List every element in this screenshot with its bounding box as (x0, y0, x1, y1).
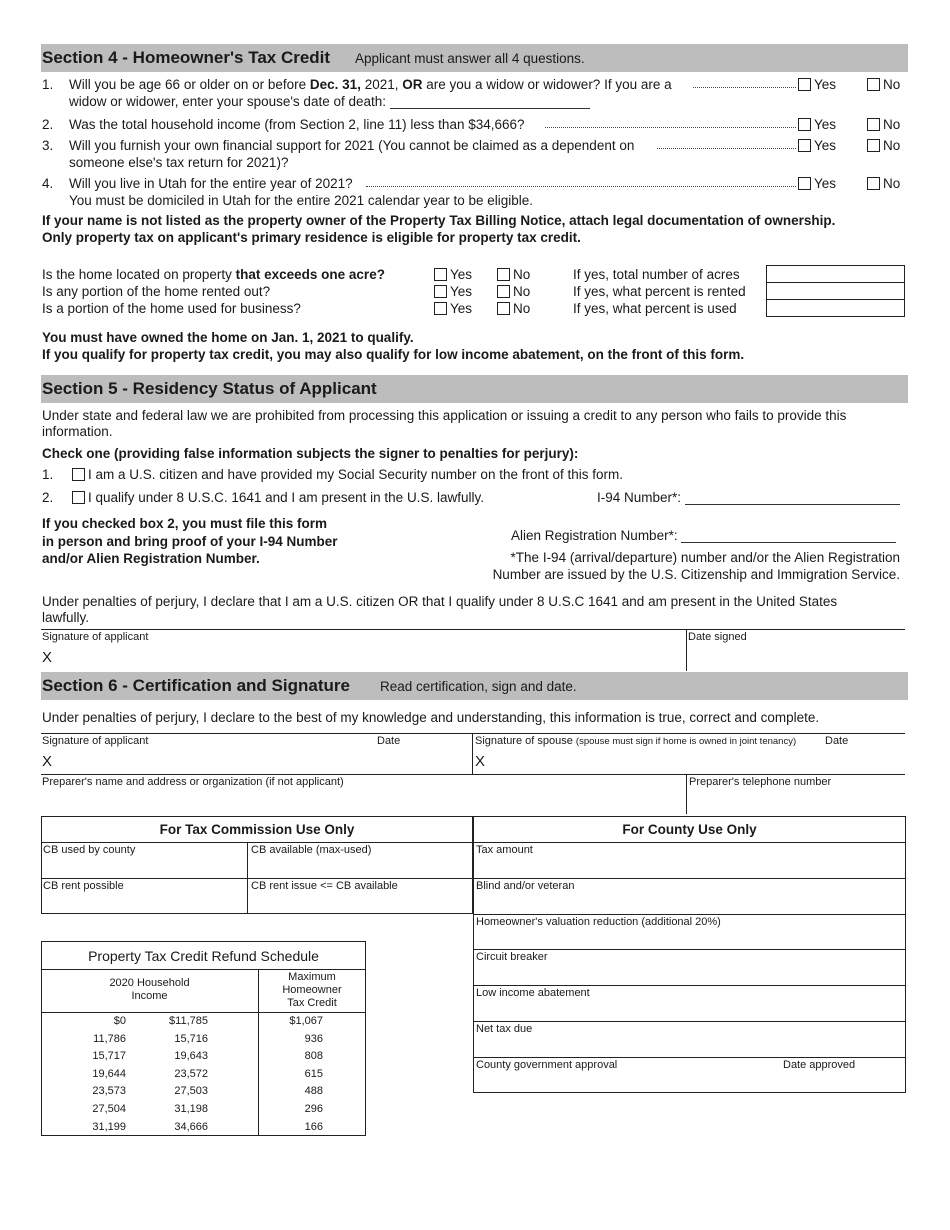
q2-text: Was the total household income (from Section 2, line 11) less than $34,666? (69, 117, 525, 132)
preparer-divider (686, 774, 687, 814)
opt1-number: 1. (42, 467, 54, 482)
county-low-income-abatement: Low income abatement (476, 987, 590, 999)
sig6-applicant-x: X (42, 753, 53, 770)
sig6-spouse-x: X (475, 753, 486, 770)
q1-text: Will you be age 66 or older on or before Dec. 31, 2021, OR are you a widow or widower? If you are a (69, 77, 672, 92)
business-no-checkbox[interactable] (497, 302, 510, 315)
cb-used-label: CB used by county (43, 844, 136, 856)
abatement-notice: If you qualify for property tax credit, you may also qualify for low income abatement, on the front of this form. (42, 347, 745, 362)
q3-line2: someone else's tax return for 2021)? (69, 155, 289, 170)
sched-income-from: 11,786 (93, 1032, 126, 1045)
q1-yes[interactable]: Yes (798, 77, 836, 92)
date-signed-label: Date signed (688, 631, 747, 643)
county-line-6 (473, 1057, 906, 1058)
check-one-label: Check one (providing false information subjects the signer to penalties for perjury): (42, 446, 579, 461)
preparer-field[interactable] (42, 790, 682, 812)
business-question: Is a portion of the home used for business? (42, 301, 301, 316)
alien-row: Alien Registration Number*: (511, 528, 896, 543)
q1-yes-checkbox[interactable] (798, 78, 811, 91)
acre-yes-checkbox[interactable] (434, 268, 447, 281)
sig5-x: X (42, 649, 53, 666)
county-line-0 (473, 842, 906, 843)
refund-schedule-title: Property Tax Credit Refund Schedule (88, 948, 319, 964)
footnote-2: Number are issued by the U.S. Citizenship and Immigration Service. (492, 567, 900, 582)
rented-no[interactable]: No (497, 284, 530, 299)
acres-field[interactable] (766, 265, 905, 283)
spouse-death-date-field[interactable] (390, 97, 590, 109)
county-line-3 (473, 949, 906, 950)
sched-income-header: 2020 Household Income (109, 977, 190, 1002)
county-title: For County Use Only (622, 822, 757, 837)
q2-number: 2. (42, 117, 54, 132)
sched-credit-header: Maximum Homeowner Tax Credit (282, 971, 342, 1009)
tax-commission-title: For Tax Commission Use Only (159, 822, 355, 837)
citizen-checkbox[interactable] (72, 468, 85, 481)
cb-available-label: CB available (max-used) (251, 844, 372, 856)
q4-line2: You must be domiciled in Utah for the entire 2021 calendar year to be eligible. (69, 193, 534, 208)
county-line-4 (473, 985, 906, 986)
residency-intro-cont: information. (42, 424, 113, 439)
section5-title: Section 5 - Residency Status of Applicant (42, 379, 377, 398)
q3-yes-checkbox[interactable] (798, 139, 811, 152)
date-signed-field[interactable] (690, 645, 900, 669)
q2-no[interactable]: No (867, 117, 900, 132)
ownership-date-notice: You must have owned the home on Jan. 1, 2021 to qualify. (42, 330, 414, 345)
q4-yes-checkbox[interactable] (798, 177, 811, 190)
sched-income-from: 27,504 (92, 1103, 126, 1115)
rented-no-checkbox[interactable] (497, 285, 510, 298)
q4-text: Will you live in Utah for the entire year of 2021? (69, 176, 353, 191)
sig5-field[interactable] (60, 640, 680, 668)
perjury-statement: Under penalties of perjury, I declare that I am a U.S. citizen OR that I qualify under 8 U.S.C 1641 and am present in the United States (42, 594, 838, 609)
rented-yes[interactable]: Yes (434, 284, 472, 299)
alien-registration-field[interactable] (681, 531, 896, 543)
preparer-label: Preparer's name and address or organization (if not applicant) (42, 776, 344, 788)
sig6-spouse-label: Signature of spouse (spouse must sign if home is owned in joint tenancy) (475, 735, 797, 747)
sig5-label: Signature of applicant (42, 631, 149, 643)
county-net-tax-due: Net tax due (476, 1023, 533, 1035)
opt2-number: 2. (42, 490, 54, 505)
perjury-statement-cont: lawfully. (42, 610, 90, 625)
spouse-signature-field[interactable] (492, 748, 902, 772)
sig6-date2-label: Date (825, 735, 849, 747)
acre-no-checkbox[interactable] (497, 268, 510, 281)
section6-subtitle: Read certification, sign and date. (380, 679, 577, 694)
ownership-notice: If your name is not listed as the property owner of the Property Tax Billing Notice, attach legal documentation of ownership. (42, 213, 836, 228)
acre-yes[interactable]: Yes (434, 267, 472, 282)
residency-intro: Under state and federal law we are prohibited from processing this application or issuing a credit to any person who fails to provide this (42, 408, 847, 423)
percent-business-field[interactable] (766, 299, 905, 317)
citizen-option[interactable]: I am a U.S. citizen and have provided my Social Security number on the front of this form. (72, 467, 623, 482)
lawful-checkbox[interactable] (72, 491, 85, 504)
q3-number: 3. (42, 138, 54, 153)
lawful-option[interactable]: I qualify under 8 U.S.C. 1641 and I am present in the U.S. lawfully. (72, 490, 484, 505)
sched-income-from: 31,199 (92, 1120, 126, 1133)
q1-number: 1. (42, 77, 54, 92)
i94-row: I-94 Number*: (597, 490, 900, 505)
county-tax-amount: Tax amount (476, 844, 533, 856)
tc-row-line-1 (41, 842, 473, 843)
q4-leader (366, 186, 796, 187)
sched-line-2 (41, 1012, 366, 1013)
q1-line2: widow or widower, enter your spouse's date of death: (69, 94, 590, 109)
acre-no[interactable]: No (497, 267, 530, 282)
sched-max-credit: $1,067 (289, 1015, 323, 1027)
cb-rent-issue-label: CB rent issue <= CB available (251, 880, 398, 892)
sched-income-from: 19,644 (92, 1067, 126, 1080)
q3-no[interactable]: No (867, 138, 900, 153)
sched-income-to: 34,666 (174, 1120, 208, 1133)
rented-ifyes-label: If yes, what percent is rented (573, 284, 746, 299)
primary-residence-notice: Only property tax on applicant's primary residence is eligible for property tax credit. (42, 230, 581, 245)
sig5-divider (686, 629, 687, 671)
q3-leader (657, 148, 796, 149)
rented-question: Is any portion of the home rented out? (42, 284, 271, 299)
tc-row-line-2 (41, 878, 473, 879)
sched-income-from: $0 (113, 1015, 126, 1027)
q1-no[interactable]: No (867, 77, 900, 92)
county-circuit-breaker: Circuit breaker (476, 951, 548, 963)
sched-max-credit: 166 (304, 1120, 323, 1133)
q4-no-checkbox[interactable] (867, 177, 880, 190)
box2-note-2: in person and bring proof of your I-94 Number (42, 534, 338, 549)
business-no[interactable]: No (497, 301, 530, 316)
sig6-divider (472, 733, 473, 774)
acre-ifyes-label: If yes, total number of acres (573, 267, 740, 282)
box2-note-1: If you checked box 2, you must file this form (42, 516, 328, 531)
sched-max-credit: 296 (304, 1103, 323, 1115)
box2-note-3: and/or Alien Registration Number. (42, 551, 260, 566)
sched-income-to: 23,572 (174, 1067, 208, 1080)
applicant-signature-field[interactable] (60, 748, 465, 772)
business-yes[interactable]: Yes (434, 301, 472, 316)
q1-leader (693, 87, 796, 88)
county-line-1 (473, 878, 906, 879)
sig5-top-line (41, 629, 905, 630)
sched-max-credit: 615 (304, 1067, 323, 1080)
county-blind-veteran: Blind and/or veteran (476, 880, 575, 892)
section4-subtitle: Applicant must answer all 4 questions. (355, 51, 585, 66)
q3-no-checkbox[interactable] (867, 139, 880, 152)
sched-income-to: 31,198 (174, 1103, 208, 1115)
cb-rent-label: CB rent possible (43, 880, 124, 892)
sig6-applicant-label: Signature of applicant (42, 735, 149, 747)
county-valuation-reduction: Homeowner's valuation reduction (additional 20%) (476, 916, 721, 928)
section6-title: Section 6 - Certification and Signature (42, 676, 350, 695)
sched-income-from: 15,717 (92, 1050, 126, 1063)
acre-question: Is the home located on property that exceeds one acre? (42, 267, 385, 282)
sig6-date-label: Date (377, 735, 401, 747)
certification-text: Under penalties of perjury, I declare to the best of my knowledge and understanding, this information is true, correct and complete. (42, 710, 820, 725)
i94-number-field[interactable] (685, 493, 900, 505)
q4-no[interactable]: No (867, 176, 900, 191)
sched-income-from: 23,573 (92, 1085, 126, 1098)
sched-line-1 (41, 969, 366, 970)
q3-text: Will you furnish your own financial support for 2021 (You cannot be claimed as a dependent on (69, 138, 635, 153)
percent-rented-field[interactable] (766, 282, 905, 300)
preparer-top-line (41, 774, 905, 775)
sched-income-to: 15,716 (174, 1032, 208, 1045)
q2-leader (545, 127, 796, 128)
county-date-approved-label: Date approved (783, 1059, 856, 1071)
footnote-1: *The I-94 (arrival/departure) number and/or the Alien Registration (510, 550, 900, 565)
sched-max-credit: 808 (304, 1050, 323, 1063)
sched-max-credit: 936 (304, 1032, 323, 1045)
sched-income-to: 27,503 (174, 1085, 208, 1098)
q4-number: 4. (42, 176, 54, 191)
q4-yes[interactable]: Yes (798, 176, 836, 191)
sched-income-to: 19,643 (174, 1050, 208, 1063)
q2-yes-checkbox[interactable] (798, 118, 811, 131)
preparer-phone-field[interactable] (690, 790, 902, 812)
tc-col-line (247, 842, 248, 914)
q1-no-checkbox[interactable] (867, 78, 880, 91)
q2-yes[interactable]: Yes (798, 117, 836, 132)
section4-title: Section 4 - Homeowner's Tax Credit (42, 48, 331, 67)
business-yes-checkbox[interactable] (434, 302, 447, 315)
preparer-phone-label: Preparer's telephone number (689, 776, 832, 788)
county-line-2 (473, 914, 906, 915)
sig6-top-line (41, 733, 905, 734)
business-ifyes-label: If yes, what percent is used (573, 301, 737, 316)
county-approval-label: County government approval (476, 1059, 618, 1071)
q2-no-checkbox[interactable] (867, 118, 880, 131)
rented-yes-checkbox[interactable] (434, 285, 447, 298)
sched-max-credit: 488 (304, 1085, 323, 1098)
sched-income-to: $11,785 (169, 1015, 208, 1027)
q3-yes[interactable]: Yes (798, 138, 836, 153)
county-line-5 (473, 1021, 906, 1022)
